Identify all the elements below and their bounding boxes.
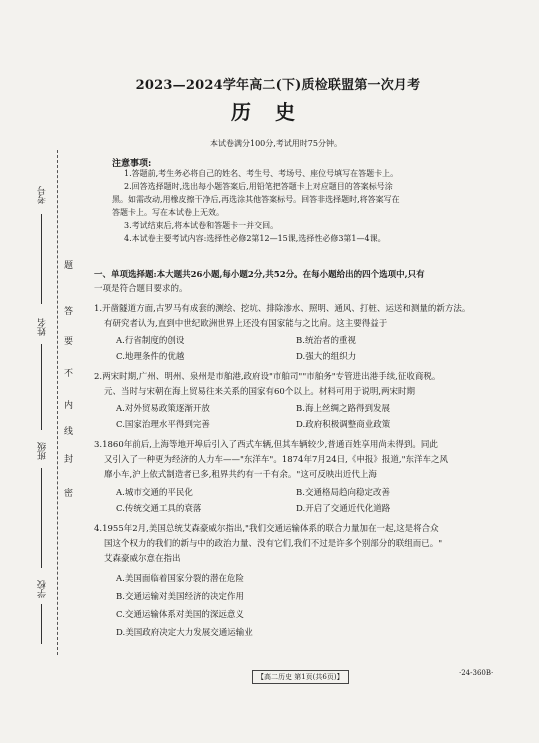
seal-char: 要 xyxy=(64,337,74,347)
banji-label: 班级 xyxy=(38,442,48,460)
seal-char: 内 xyxy=(64,401,74,411)
xingming-write-line xyxy=(41,344,42,430)
question-2-line: 2.两宋时期,广州、明州、泉州是市舶港,政府设"市舶司""市舶务"专管进出港手续,征收商税。 xyxy=(94,372,441,382)
section-heading-cont: 一项是符合题目要求的。 xyxy=(94,284,188,294)
seal-char: 不 xyxy=(64,369,74,379)
xuexiao-write-line xyxy=(41,604,42,644)
question-2-line: 元、当时与宋朝在海上贸易往来关系的国家有60个以上。材料可用于说明,两宋时期 xyxy=(104,387,416,397)
kaohao-write-line xyxy=(41,214,42,304)
q3-option-a: A.城市交通的平民化 xyxy=(116,488,193,498)
question-1-line: 有研究者认为,直到中世纪欧洲世界上还没有国家能与之比肩。这主要得益于 xyxy=(104,319,388,329)
seal-char: 封 xyxy=(64,455,74,465)
xingming-label: 姓名 xyxy=(38,318,48,336)
xuexiao-label: 学校 xyxy=(38,580,48,598)
exam-title: 2023—2024学年高二(下)质检联盟第一次月考 xyxy=(135,78,421,93)
seal-char: 答 xyxy=(64,307,74,317)
question-1-line: 1.开凿隧道方面,古罗马有成套的测绘、挖坑、排除渗水、照明、通风、打桩、运送和测量的新方法。 xyxy=(94,304,471,314)
q1-option-b: B.统治者的重视 xyxy=(296,336,356,346)
q1-option-d: D.强大的组织力 xyxy=(296,352,357,362)
exam-code: ·24-360B· xyxy=(459,669,494,677)
subject-title: 历史 xyxy=(231,100,319,124)
q1-option-a: A.行省制度的创设 xyxy=(116,336,185,346)
banji-write-line xyxy=(41,468,42,568)
kaohao-label: 考号 xyxy=(38,186,48,204)
q4-option-b: B.交通运输对美国经济的决定作用 xyxy=(116,592,244,602)
question-4-line: 4.1955年2月,美国总统艾森豪威尔指出,"我们交通运输体系的联合力量加在一起,这是将合众 xyxy=(94,524,439,534)
section-heading: 一、单项选择题:本大题共26小题,每小题2分,共52分。在每小题给出的四个选项中,只有 xyxy=(94,270,425,280)
page-footer: 【高二历史 第1页(共6页)】 xyxy=(252,670,349,684)
notice-line: 3.考试结束后,将本试卷和答题卡一并交回。 xyxy=(124,221,279,230)
question-3-line: 又引入了一种更为经济的人力车——"东洋车"。1874年7月24日,《申报》报道,"东洋车之风 xyxy=(104,455,448,465)
notice-heading: 注意事项: xyxy=(112,159,152,169)
q3-option-b: B.交通格局趋向稳定改善 xyxy=(296,488,390,498)
binding-margin xyxy=(0,0,96,743)
question-3-line: 靡小车,沪上依式制造者已多,租界共约有一千有余。"这可反映出近代上海 xyxy=(104,470,377,480)
q2-option-a: A.对外贸易政策逐渐开放 xyxy=(116,404,210,414)
question-3-line: 3.1860年前后,上海等地开埠后引入了西式车辆,但其车辆较少,普通百姓享用尚未得到。同此 xyxy=(94,440,438,450)
cut-line xyxy=(57,150,58,655)
notice-line: 黑。如需改动,用橡皮擦干净后,再选涂其他答案标号。回答非选择题时,将答案写在 xyxy=(112,195,400,204)
q3-option-d: D.开启了交通近代化道路 xyxy=(296,504,391,514)
q4-option-a: A.美国面临着国家分裂的潜在危险 xyxy=(116,574,244,584)
q4-option-c: C.交通运输体系对美国的深远意义 xyxy=(116,610,244,620)
question-4-line: 艾森豪威尔意在指出 xyxy=(104,554,181,564)
notice-line: 4.本试卷主要考试内容:选择性必修2第12—15课,选择性必修3第1—4课。 xyxy=(124,234,386,243)
q2-option-c: C.国家治理水平得到完善 xyxy=(116,420,210,430)
notice-line: 1.答题前,考生务必将自己的姓名、考生号、考场号、座位号填写在答题卡上。 xyxy=(124,169,399,178)
q2-option-d: D.政府积极调整商业政策 xyxy=(296,420,391,430)
seal-char: 题 xyxy=(64,261,74,271)
question-4-line: 国这个权力的我们的新与中的政治力量、没有它们,我们不过是许多个别部分的联组而已。" xyxy=(104,539,443,549)
q1-option-c: C.地理条件的优越 xyxy=(116,352,185,362)
notice-line: 答题卡上。写在本试卷上无效。 xyxy=(112,208,224,217)
exam-info: 本试卷满分100分,考试用时75分钟。 xyxy=(210,139,342,148)
q3-option-c: C.传统交通工具的衰落 xyxy=(116,504,202,514)
q4-option-d: D.美国政府决定大力发展交通运输业 xyxy=(116,628,253,638)
seal-char: 密 xyxy=(64,489,74,499)
seal-char: 线 xyxy=(64,427,74,437)
notice-line: 2.回答选择题时,选出每小题答案后,用铅笔把答题卡上对应题目的答案标号涂 xyxy=(124,182,393,191)
q2-option-b: B.海上丝绸之路得到发展 xyxy=(296,404,390,414)
